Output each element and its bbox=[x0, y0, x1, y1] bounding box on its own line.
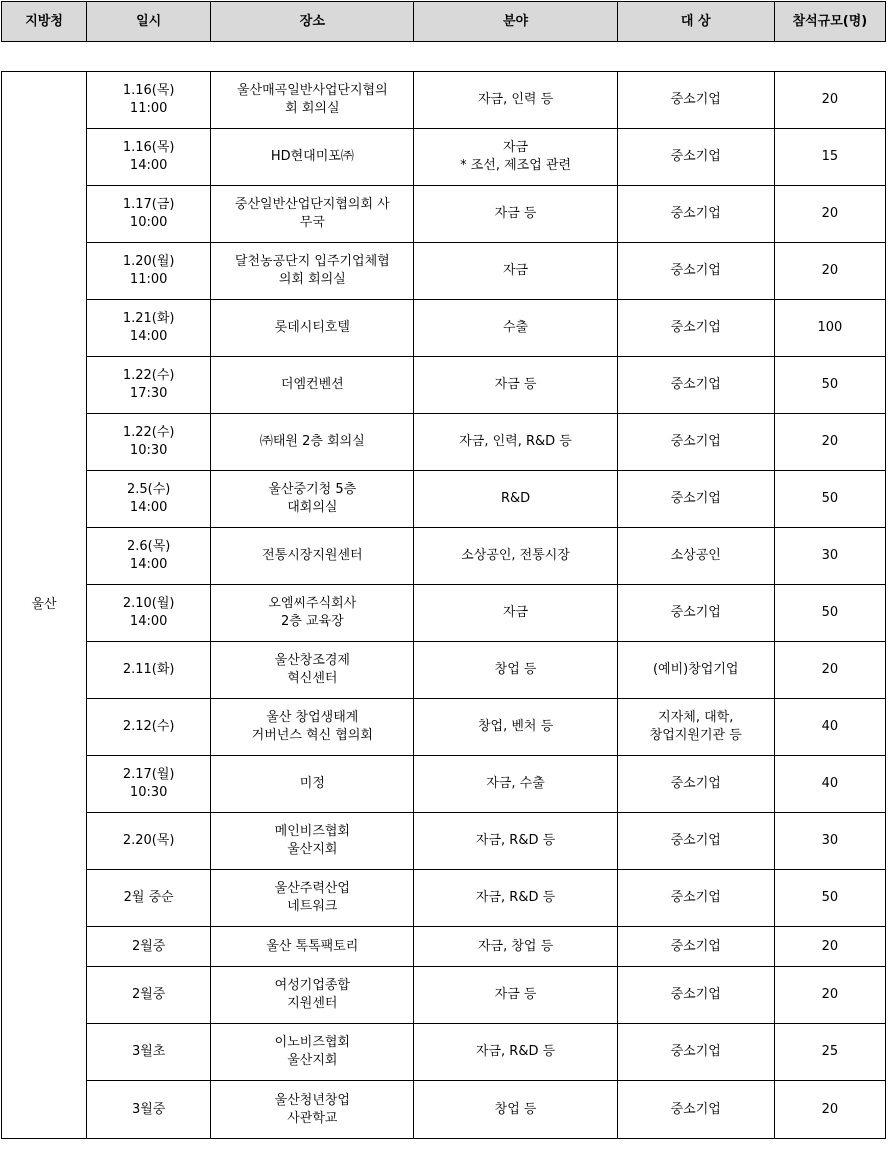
place-cell: HD현대미포㈜ bbox=[211, 129, 414, 186]
date-cell: 1.20(월) 11:00 bbox=[87, 243, 211, 300]
place-cell: 롯데시티호텔 bbox=[211, 300, 414, 357]
table-row bbox=[2, 129, 886, 186]
size-cell: 20 bbox=[774, 243, 885, 300]
field-cell: 자금 bbox=[414, 243, 617, 300]
date-cell: 1.17(금) 10:00 bbox=[87, 186, 211, 243]
place-cell: 울산청년창업 사관학교 bbox=[211, 1081, 414, 1139]
size-cell: 20 bbox=[774, 927, 885, 967]
header-date: 일시 bbox=[87, 2, 211, 42]
size-cell: 30 bbox=[774, 813, 885, 870]
size-cell: 20 bbox=[774, 967, 885, 1024]
date-cell: 1.21(화) 14:00 bbox=[87, 300, 211, 357]
place-cell: 달천농공단지 입주기업체협 의회 회의실 bbox=[211, 243, 414, 300]
place-cell: 울산중기청 5층 대회의실 bbox=[211, 471, 414, 528]
target-cell: 중소기업 bbox=[617, 471, 774, 528]
table-row bbox=[2, 528, 886, 585]
date-cell: 2월중 bbox=[87, 927, 211, 967]
target-cell: 중소기업 bbox=[617, 967, 774, 1024]
target-cell: 중소기업 bbox=[617, 129, 774, 186]
target-cell: 중소기업 bbox=[617, 585, 774, 642]
header-size: 참석규모(명) bbox=[774, 2, 885, 42]
target-cell: 중소기업 bbox=[617, 414, 774, 471]
header-row bbox=[2, 2, 886, 42]
table-row bbox=[2, 1024, 886, 1081]
date-cell: 2월 중순 bbox=[87, 870, 211, 927]
place-cell: 더엠컨벤션 bbox=[211, 357, 414, 414]
date-cell: 1.22(수) 17:30 bbox=[87, 357, 211, 414]
date-cell: 3월중 bbox=[87, 1081, 211, 1139]
target-cell: 중소기업 bbox=[617, 186, 774, 243]
table-row bbox=[2, 642, 886, 699]
table-row bbox=[2, 72, 886, 129]
target-cell: 중소기업 bbox=[617, 756, 774, 813]
field-cell: R&D bbox=[414, 471, 617, 528]
table-row bbox=[2, 756, 886, 813]
size-cell: 100 bbox=[774, 300, 885, 357]
size-cell: 20 bbox=[774, 414, 885, 471]
field-cell: 자금, 창업 등 bbox=[414, 927, 617, 967]
field-cell: 창업, 벤처 등 bbox=[414, 699, 617, 756]
table-row bbox=[2, 585, 886, 642]
field-cell: 자금 등 bbox=[414, 357, 617, 414]
size-cell: 20 bbox=[774, 1081, 885, 1139]
date-cell: 2.5(수) 14:00 bbox=[87, 471, 211, 528]
table-row bbox=[2, 699, 886, 756]
size-cell: 50 bbox=[774, 471, 885, 528]
place-cell: 미정 bbox=[211, 756, 414, 813]
field-cell: 자금 bbox=[414, 585, 617, 642]
table-row bbox=[2, 1081, 886, 1139]
header-region: 지방청 bbox=[2, 2, 87, 42]
size-cell: 30 bbox=[774, 528, 885, 585]
table-row bbox=[2, 414, 886, 471]
target-cell: 중소기업 bbox=[617, 357, 774, 414]
table-row bbox=[2, 243, 886, 300]
table-row bbox=[2, 927, 886, 967]
field-cell: 자금 등 bbox=[414, 186, 617, 243]
field-cell: 수출 bbox=[414, 300, 617, 357]
region-cell: 울산 bbox=[2, 72, 87, 1139]
field-cell: 창업 등 bbox=[414, 1081, 617, 1139]
place-cell: 오엠씨주식회사 2층 교육장 bbox=[211, 585, 414, 642]
date-cell: 2월중 bbox=[87, 967, 211, 1024]
place-cell: 울산매곡일반사업단지협의 회 회의실 bbox=[211, 72, 414, 129]
place-cell: 이노비즈협회 울산지회 bbox=[211, 1024, 414, 1081]
place-cell: 여성기업종합 지원센터 bbox=[211, 967, 414, 1024]
table-row bbox=[2, 357, 886, 414]
date-cell: 2.10(월) 14:00 bbox=[87, 585, 211, 642]
place-cell: ㈜태원 2층 회의실 bbox=[211, 414, 414, 471]
table-row bbox=[2, 300, 886, 357]
header-place: 장소 bbox=[211, 2, 414, 42]
place-cell: 울산 창업생태계 거버넌스 혁신 협의회 bbox=[211, 699, 414, 756]
date-cell: 1.22(수) 10:30 bbox=[87, 414, 211, 471]
date-cell: 1.16(목) 14:00 bbox=[87, 129, 211, 186]
table-row bbox=[2, 186, 886, 243]
table-row bbox=[2, 967, 886, 1024]
target-cell: 중소기업 bbox=[617, 1081, 774, 1139]
size-cell: 20 bbox=[774, 186, 885, 243]
target-cell: 중소기업 bbox=[617, 927, 774, 967]
size-cell: 15 bbox=[774, 129, 885, 186]
date-cell: 2.20(목) bbox=[87, 813, 211, 870]
target-cell: 중소기업 bbox=[617, 72, 774, 129]
field-cell: 창업 등 bbox=[414, 642, 617, 699]
date-cell: 2.11(화) bbox=[87, 642, 211, 699]
field-cell: 자금, 인력, R&D 등 bbox=[414, 414, 617, 471]
field-cell: 자금, R&D 등 bbox=[414, 870, 617, 927]
size-cell: 25 bbox=[774, 1024, 885, 1081]
place-cell: 메인비즈협회 울산지회 bbox=[211, 813, 414, 870]
header-table bbox=[1, 1, 886, 42]
place-cell: 전통시장지원센터 bbox=[211, 528, 414, 585]
size-cell: 50 bbox=[774, 585, 885, 642]
date-cell: 1.16(목) 11:00 bbox=[87, 72, 211, 129]
place-cell: 울산 톡톡팩토리 bbox=[211, 927, 414, 967]
size-cell: 20 bbox=[774, 72, 885, 129]
date-cell: 3월초 bbox=[87, 1024, 211, 1081]
target-cell: 중소기업 bbox=[617, 1024, 774, 1081]
header-field: 분야 bbox=[414, 2, 617, 42]
target-cell: 중소기업 bbox=[617, 300, 774, 357]
field-cell: 자금, 인력 등 bbox=[414, 72, 617, 129]
size-cell: 50 bbox=[774, 357, 885, 414]
target-cell: 중소기업 bbox=[617, 243, 774, 300]
place-cell: 중산일반산업단지협의회 사 무국 bbox=[211, 186, 414, 243]
size-cell: 50 bbox=[774, 870, 885, 927]
field-cell: 소상공인, 전통시장 bbox=[414, 528, 617, 585]
target-cell: 중소기업 bbox=[617, 813, 774, 870]
table-row bbox=[2, 870, 886, 927]
size-cell: 40 bbox=[774, 756, 885, 813]
target-cell: (예비)창업기업 bbox=[617, 642, 774, 699]
date-cell: 2.12(수) bbox=[87, 699, 211, 756]
table-row bbox=[2, 471, 886, 528]
field-cell: 자금, 수출 bbox=[414, 756, 617, 813]
field-cell: 자금 등 bbox=[414, 967, 617, 1024]
field-cell: 자금, R&D 등 bbox=[414, 813, 617, 870]
date-cell: 2.6(목) 14:00 bbox=[87, 528, 211, 585]
place-cell: 울산주력산업 네트워크 bbox=[211, 870, 414, 927]
target-cell: 중소기업 bbox=[617, 870, 774, 927]
target-cell: 지자체, 대학, 창업지원기관 등 bbox=[617, 699, 774, 756]
schedule-table bbox=[1, 71, 886, 1139]
size-cell: 20 bbox=[774, 642, 885, 699]
field-cell: 자금 * 조선, 제조업 관련 bbox=[414, 129, 617, 186]
date-cell: 2.17(월) 10:30 bbox=[87, 756, 211, 813]
field-cell: 자금, R&D 등 bbox=[414, 1024, 617, 1081]
size-cell: 40 bbox=[774, 699, 885, 756]
place-cell: 울산창조경제 혁신센터 bbox=[211, 642, 414, 699]
table-row bbox=[2, 813, 886, 870]
target-cell: 소상공인 bbox=[617, 528, 774, 585]
schedule-body bbox=[2, 72, 886, 1139]
header-target: 대 상 bbox=[617, 2, 774, 42]
